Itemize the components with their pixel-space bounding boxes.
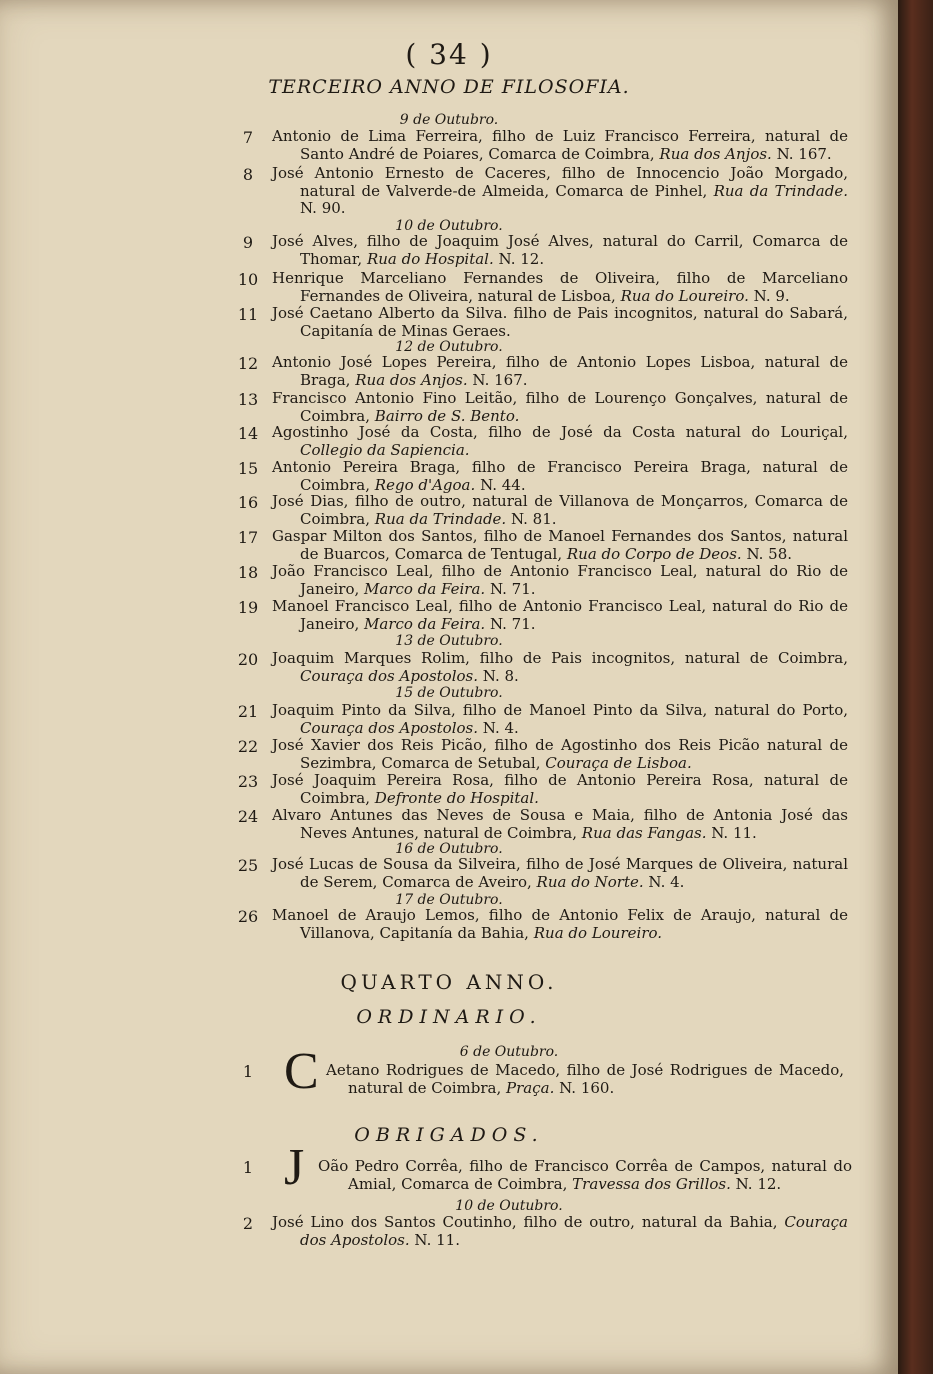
entry-number: 15	[237, 459, 259, 478]
entry-description: José Xavier dos Reis Picão, filho de Agostinho dos Reis Picão natural de Sezimbra, Comarca de Setubal,	[272, 736, 848, 772]
entry-description: Oão Pedro Corrêa, filho de Francisco Corrêa de Campos, natural do Amial, Comarca de Coimbra,	[318, 1157, 852, 1193]
entry-number: 21	[237, 702, 259, 721]
entry-description: José Lino dos Santos Coutinho, filho de outro, natural da Bahia,	[272, 1213, 778, 1231]
entry-address: Rego d'Agoa.	[374, 475, 476, 494]
entry-address: Rua do Loureiro.	[533, 923, 663, 942]
entry-description: José Lucas de Sousa da Silveira, filho de José Marques de Oliveira, natural de Serem, Comarca de Aveiro,	[272, 855, 848, 891]
entry-number: 25	[237, 856, 259, 875]
entry-address: Collegio da Sapiencia.	[300, 440, 470, 459]
entry-description: José Dias, filho de outro, natural de Villanova de Monçarros, Comarca de Coimbra,	[272, 492, 848, 528]
entry-text	[272, 528, 848, 563]
entry-house-number: N. 11.	[414, 1230, 460, 1249]
entry-description: Antonio Pereira Braga, filho de Francisco Pereira Braga, natural de Coimbra,	[272, 458, 848, 494]
entry-address: Marco da Feira.	[364, 614, 486, 633]
book-spine	[898, 0, 933, 1374]
entry-description: Aetano Rodrigues de Macedo, filho de José Rodrigues de Macedo, natural de Coimbra,	[326, 1061, 844, 1097]
entry-description: José Joaquim Pereira Rosa, filho de Antonio Pereira Rosa, natural de Coimbra,	[272, 771, 848, 807]
entry-description: José Alves, filho de Joaquim José Alves, natural do Carril, Comarca de Thomar,	[272, 232, 848, 268]
entry-text	[272, 772, 848, 807]
entry-number: 9	[242, 233, 254, 252]
entry-text	[272, 390, 848, 425]
entry-house-number: N. 58.	[746, 544, 793, 563]
entry-text	[272, 1214, 848, 1249]
entry-number: 20	[237, 650, 259, 669]
entry-number: 11	[237, 305, 259, 324]
entry-address: Rua dos Anjos.	[659, 144, 772, 163]
entry-number: 12	[237, 354, 259, 373]
entry-text	[272, 165, 848, 218]
page-number: ( 34 )	[405, 38, 493, 71]
entry-text	[272, 424, 848, 459]
entry-text	[272, 305, 848, 340]
entry-text	[272, 907, 848, 942]
entry-house-number: N. 12.	[735, 1174, 782, 1193]
entry-text	[326, 1062, 844, 1097]
entry-address: Rua da Trindade.	[713, 181, 848, 200]
entry-text	[272, 702, 848, 737]
entry-house-number: N. 11.	[711, 823, 757, 842]
entry-address: Rua das Fangas.	[581, 823, 707, 842]
section-title-terceiro-anno: TERCEIRO ANNO DE FILOSOFIA.	[268, 76, 630, 98]
entry-house-number: N. 71.	[489, 614, 536, 633]
entry-address: Rua do Loureiro.	[620, 286, 749, 305]
entry-number: 23	[237, 772, 259, 791]
entry-address: Marco da Feira.	[364, 579, 486, 598]
entry-number: 22	[237, 737, 259, 756]
entry-description: Antonio José Lopes Pereira, filho de Antonio Lopes Lisboa, natural de Braga,	[272, 353, 848, 389]
entry-house-number: N. 160.	[559, 1078, 615, 1097]
entry-house-number: N. 4.	[482, 718, 519, 737]
entry-house-number: N. 9.	[753, 286, 790, 305]
drop-cap: J	[284, 1139, 305, 1196]
entry-description: João Francisco Leal, filho de Antonio Francisco Leal, natural do Rio de Janeiro,	[272, 562, 848, 598]
entry-address: Defronte do Hospital.	[374, 788, 539, 807]
date-heading: 13 de Outubro.	[395, 633, 503, 649]
entry-house-number: N. 71.	[489, 579, 536, 598]
entry-number: 16	[237, 493, 259, 512]
entry-description: Joaquim Pinto da Silva, filho de Manoel Pinto da Silva, natural do Porto,	[272, 701, 848, 719]
entry-text	[272, 650, 848, 685]
date-heading: 15 de Outubro.	[395, 685, 503, 701]
entry-number: 18	[237, 563, 259, 582]
entry-address: Couraça dos Apostolos.	[300, 1213, 848, 1249]
subsection-title-obrigados: OBRIGADOS.	[354, 1124, 544, 1146]
entry-number: 1	[242, 1158, 254, 1177]
entry-house-number: N. 8.	[482, 666, 519, 685]
entry-number: 17	[237, 528, 259, 547]
entry-number: 2	[242, 1214, 254, 1233]
entry-house-number: N. 44.	[480, 475, 526, 494]
entry-address: Couraça de Lisboa.	[545, 753, 692, 772]
entry-house-number: N. 81.	[510, 509, 557, 528]
entry-description: Gaspar Milton dos Santos, filho de Manoel Fernandes dos Santos, natural de Buarcos, Comarca de Tentugal,	[272, 527, 848, 563]
section-title-quarto-anno: QUARTO ANNO.	[340, 970, 558, 994]
entry-house-number: N. 167.	[776, 144, 832, 163]
entry-address: Bairro de S. Bento.	[374, 406, 520, 425]
entry-text	[272, 493, 848, 528]
entry-description: Manoel Francisco Leal, filho de Antonio Francisco Leal, natural do Rio de Janeiro,	[272, 597, 848, 633]
entry-house-number: N. 4.	[648, 872, 685, 891]
entry-number: 10	[237, 270, 259, 289]
entry-description: José Caetano Alberto da Silva. filho de Pais incognitos, natural do Sabará, Capitanía de Minas Geraes.	[272, 304, 848, 340]
entry-number: 8	[242, 165, 254, 184]
subsection-title-ordinario: ORDINARIO.	[356, 1006, 542, 1028]
entry-description: Francisco Antonio Fino Leitão, filho de Lourenço Gonçalves, natural de Coimbra,	[272, 389, 848, 425]
entry-address: Couraça dos Apostolos.	[300, 666, 479, 685]
entry-text	[272, 563, 848, 598]
entry-description: Antonio de Lima Ferreira, filho de Luiz Francisco Ferreira, natural de Santo André de Poiares, Comarca de Coimbra,	[272, 127, 848, 163]
entry-address: Rua do Corpo de Deos.	[566, 544, 742, 563]
entry-text	[272, 128, 848, 163]
entry-address: Travessa dos Grillos.	[572, 1174, 731, 1193]
entry-address: Rua da Trindade.	[374, 509, 507, 528]
entry-house-number: N. 12.	[498, 249, 545, 268]
entry-text	[272, 737, 848, 772]
date-heading: 16 de Outubro.	[395, 841, 503, 857]
entry-address: Rua dos Anjos.	[355, 370, 468, 389]
entry-description: José Antonio Ernesto de Caceres, filho de Innocencio João Morgado, natural de Valverde-de Almeida, Comarca de Pinhel,	[272, 164, 848, 200]
entry-description: Joaquim Marques Rolim, filho de Pais incognitos, natural de Coimbra,	[272, 649, 848, 667]
entry-house-number: N. 90.	[300, 199, 346, 217]
date-heading: 10 de Outubro.	[395, 218, 503, 234]
drop-cap: C	[284, 1043, 319, 1100]
entry-text	[272, 856, 848, 891]
entry-description: Alvaro Antunes das Neves de Sousa e Maia, filho de Antonia José das Neves Antunes, natural de Coimbra,	[272, 806, 848, 842]
entry-number: 14	[237, 424, 259, 443]
entry-description: Agostinho José da Costa, filho de José da Costa natural do Louriçal,	[272, 423, 848, 441]
entry-text	[318, 1158, 852, 1193]
entry-text	[272, 598, 848, 633]
entry-house-number: N. 167.	[472, 370, 528, 389]
entry-description: Henrique Marceliano Fernandes de Oliveira, filho de Marceliano Fernandes de Oliveira, natural de Lisboa,	[272, 269, 848, 305]
entry-address: Rua do Hospital.	[366, 249, 494, 268]
entry-address: Rua do Norte.	[536, 872, 644, 891]
entry-address: Praça.	[506, 1078, 555, 1097]
entry-text	[272, 459, 848, 494]
entry-number: 19	[237, 598, 259, 617]
entry-address: Couraça dos Apostolos.	[300, 718, 479, 737]
entry-number: 1	[242, 1062, 254, 1081]
entry-text	[272, 807, 848, 842]
entry-description: Manoel de Araujo Lemos, filho de Antonio Felix de Araujo, natural de Villanova, Capitanía da Bahia,	[272, 906, 848, 942]
entry-text	[272, 233, 848, 268]
entry-text	[272, 270, 848, 305]
entry-number: 7	[242, 128, 254, 147]
entry-number: 26	[237, 907, 259, 926]
date-heading: 6 de Outubro.	[459, 1044, 559, 1060]
entry-text	[272, 354, 848, 389]
date-heading: 17 de Outubro.	[395, 892, 503, 908]
date-heading: 10 de Outubro.	[455, 1198, 563, 1214]
date-heading: 12 de Outubro.	[395, 339, 503, 355]
entry-number: 13	[237, 390, 259, 409]
date-heading: 9 de Outubro.	[399, 112, 499, 128]
entry-number: 24	[237, 807, 259, 826]
